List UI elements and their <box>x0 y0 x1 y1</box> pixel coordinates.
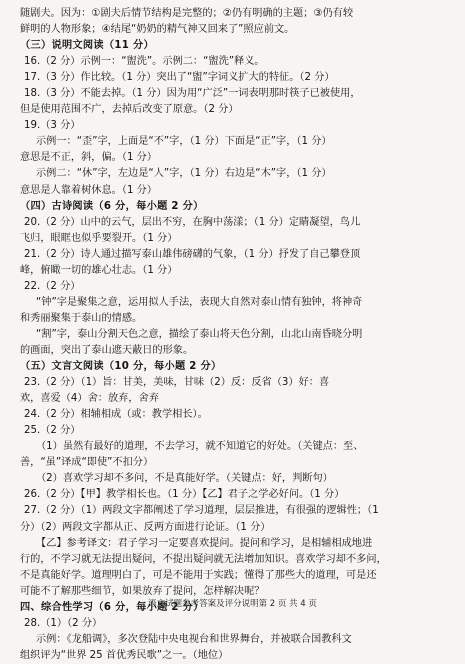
text-line: 18.（3 分）不能去掉。（1 分）因为用“广泛”一词表明那时筷子已被使用， <box>24 88 361 100</box>
text-line: 但是使用范围不广，去掉后改变了原意。（2 分） <box>20 104 239 116</box>
text-line: 欢，喜爱（4）舍：放弃，舍弃 <box>20 393 159 405</box>
text-line: “割”字，泰山分割天色之意，描绘了泰山将天色分割，山北山南昏晓分明 <box>36 328 363 340</box>
text-line: 和秀丽聚集于泰山的情感。 <box>20 312 143 324</box>
text-line: 19.（3 分） <box>24 120 81 132</box>
text-line: 分）（2）两段文字都从正、反两方面进行论证。（1 分） <box>20 521 271 533</box>
text-line: 16.（2 分）示例一：“盥洗”。示例二：“盥洗”释义。 <box>24 56 265 68</box>
text-line: 鲜明的人物形象；④结尾“奶奶的精气神又回来了”照应前文。 <box>20 24 295 36</box>
text-line: 【乙】参考译文：君子学习一定要喜欢提问。提问和学习，是相辅相成地进 <box>36 537 373 549</box>
text-line: 20.（2 分）山中的云气，层出不穷，在胸中荡漾；（1 分）定睛凝望，鸟儿 <box>24 216 361 228</box>
text-line: 随剧夫。因为：①剧夫后情节结构是完整的；②仍有明确的主题；③仍有较 <box>20 8 354 19</box>
text-line: 示例一：“歪”字，上面是“不”字，（1 分）下面是“正”字，（1 分） <box>36 136 332 148</box>
section-heading: 四、综合性学习（6 分，每小题 2 分） <box>20 601 204 613</box>
text-line: （2）喜欢学习却不多问，不是真能好学。（关键点：好，判断句） <box>36 473 333 485</box>
text-line: 组织评为“世界 25 首优秀民歌”之一。（地位） <box>20 649 229 661</box>
text-line: 17.（3 分）作比较。（1 分）突出了“盥”字词义扩大的特征。（2 分） <box>24 72 335 84</box>
text-line: 不是真能好学。道理明白了，可是不能用于实践；懂得了那些大的道理，可是还 <box>20 569 377 581</box>
text-line: 意思是人靠着树休息。（1 分） <box>20 184 158 196</box>
answer-text-body <box>20 6 445 664</box>
text-line: 意思是不正，斜，偏。（1 分） <box>20 152 158 164</box>
text-line: 25.（2 分） <box>24 425 81 437</box>
text-line: 24.（2 分）相辅相成（或：教学相长）。 <box>24 409 208 421</box>
text-line: 的画面，突出了泰山遮天蔽日的形象。 <box>20 344 194 356</box>
text-line: 27.（2 分）（1）两段文字都阐述了学习道理，层层推进，有很强的逻辑性；（1 <box>24 505 379 517</box>
text-line: 峰，俯瞰一切的雄心壮志。（1 分） <box>20 264 178 276</box>
text-line: 可能不了解那些细节，如果放弃了提问，怎样解决呢？ <box>20 585 265 597</box>
text-line: 示例二：“休”字，左边是“人”字，（1 分）右边是“木”字，（1 分） <box>36 168 332 180</box>
section-heading: （三）说明文阅读（11 分） <box>20 40 154 52</box>
text-line: 行的，不学习就无法提出疑问，不提出疑问就无法增加知识。喜欢学习却不多问， <box>20 553 387 565</box>
text-line: 22.（2 分） <box>24 280 81 292</box>
text-line: 26.（2 分）【甲】教学相长也。（1 分）【乙】君子之学必好问。（1 分） <box>24 489 345 501</box>
text-line: “钟”字是聚集之意，运用拟人手法，表现大自然对泰山情有独钟，将神奇 <box>36 296 363 308</box>
text-line: 23.（2 分）（1）旨：甘美，美味，甘味（2）反：反省（3）好：喜 <box>24 377 330 389</box>
text-line: 善，“虽”译成“即使”不扣分） <box>20 457 154 469</box>
section-heading: （四）古诗阅读（6 分，每小题 2 分） <box>20 200 204 212</box>
text-line: 21.（2 分）诗人通过描写泰山雄伟磅礴的气象，（1 分）抒发了自己攀登顶 <box>24 248 361 260</box>
text-line: 示例：《龙船调》，多次登陆中央电视台和世界舞台，并被联合国教科文 <box>36 633 352 645</box>
text-line: 28.（1）（2 分） <box>24 617 103 629</box>
text-line: （1）虽然有最好的道理，不去学习，就不知道它的好处。（关键点：至、 <box>36 441 364 453</box>
section-heading: （五）文言文阅读（10 分，每小题 2 分） <box>20 361 222 373</box>
text-line: 飞归，眼眶也似乎要裂开。（1 分） <box>20 232 178 244</box>
page-footer: 语文试题参考答案及评分说明第 2 页 共 4 页 <box>148 599 317 609</box>
